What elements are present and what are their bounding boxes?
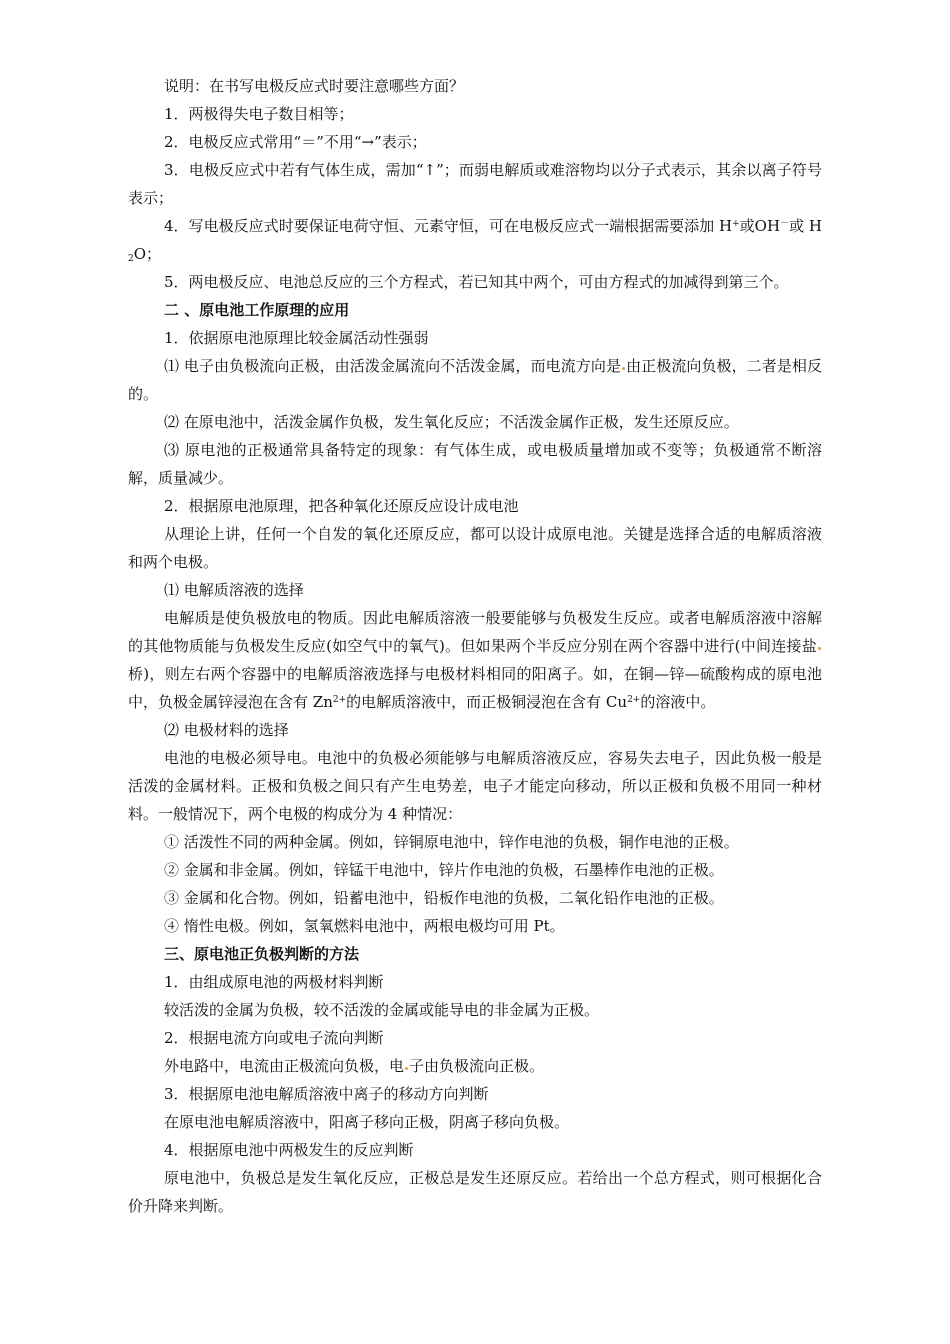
intro-item-3: 3．电极反应式中若有气体生成，需加“↑”；而弱电解质或难溶物均以分子式表示，其余以离子符号表示； [128, 161, 822, 207]
p1-part-a: ⑴ 电子由负极流向正极，由活泼金属流向不活泼金属，而电流方向是 [164, 357, 622, 375]
case-4: ④ 惰性电极。例如，氢氧燃料电池中，两根电极均可用 Pt。 [164, 917, 565, 935]
item4-sub-c: 2 [128, 254, 134, 264]
method-3-desc: 在原电池电解质溶液中，阳离子移向正极，阴离子移向负极。 [164, 1113, 570, 1131]
cu-charge: 2+ [627, 695, 641, 705]
elec-part-c: 的电解质溶液中，而正极铜浸泡在含有 Cu [346, 693, 628, 711]
section2-heading: 二 、原电池工作原理的应用 [164, 301, 350, 319]
case-1: ① 活泼性不同的两种金属。例如，锌铜原电池中，锌作电池的负极，铜作电池的正极。 [164, 833, 739, 851]
section2-material: 电池的电极必须导电。电池中的负极必须能够与电解质溶液反应，容易失去电子，因此负极一般是活泼的金属材料。正极和负极之间只有产生电势差，电子才能定向移动，所以正极和负极不用同一种材料。一般情况下，两个电极的构成分为 4 种情况： [128, 749, 822, 823]
method-3: 3．根据原电池电解质溶液中离子的移动方向判断 [164, 1085, 489, 1103]
intro-item-1: 1．两极得失电子数目相等； [164, 105, 354, 123]
zn-charge: 2+ [332, 695, 347, 705]
m2d-part-a: 外电路中，电流由正极流向负极，电 [164, 1057, 405, 1075]
m2d-part-b: 子由负极流向正极。 [409, 1057, 545, 1075]
intro-item-2: 2．电极反应式常用“＝”不用“→”表示； [164, 133, 427, 151]
item4-text-d: O； [133, 245, 162, 263]
section2-electrolyte [128, 604, 822, 716]
case-3: ③ 金属和化合物。例如，铅蓄电池中，铅板作电池的负极，二氧化铅作电池的正极。 [164, 889, 724, 907]
intro-item-5: 5．两电极反应、电池总反应的三个方程式，若已知其中两个，可由方程式的加减得到第三个。 [164, 273, 789, 291]
section3-heading: 三、原电池正负极判断的方法 [164, 945, 360, 963]
method-2: 2．根据电流方向或电子流向判断 [164, 1029, 384, 1047]
section2-p1 [128, 352, 822, 408]
mark-dot [405, 1067, 408, 1070]
elec-part-a: 电解质是使负极放电的物质。因此电解质溶液一般要能够与负极发生反应。或者电解质溶液中溶解的其他物质能与负极发生反应(如空气中的氧气)。但如果两个半反应分别在两个容器中进行(中间连接盐 [128, 609, 822, 655]
item4-text-a: 4．写电极反应式时要保证电荷守恒、元素守恒，可在电极反应式一端根据需要添加 H [164, 217, 733, 235]
method-4: 4．根据原电池中两极发生的反应判断 [164, 1141, 414, 1159]
method-1-desc: 较活泼的金属为负极，较不活泼的金属或能导电的非金属为正极。 [164, 1001, 600, 1019]
item4-text-b: 或OH [739, 217, 781, 235]
item4-sup-a: + [732, 219, 740, 229]
mark-dot [622, 367, 625, 370]
method-1: 1．由组成原电池的两极材料判断 [164, 973, 384, 991]
section2-choice2: ⑵ 电极材料的选择 [164, 721, 289, 739]
section2-p3: ⑶ 原电池的正极通常具备特定的现象：有气体生成，或电极质量增加或不变等；负极通常不断溶解，质量减少。 [128, 441, 822, 487]
elec-part-b: 桥)，则左右两个容器中的电解质溶液选择与电极材料相同的阳离子。如，在铜—锌—硫酸构成的原电池中，负极金属锌浸泡在含有 Zn [128, 665, 822, 711]
method-2-desc [128, 1052, 822, 1080]
p1-part-b: 由正极流向负极，二者是相反的。 [128, 357, 822, 403]
item4-sup-b: － [780, 219, 790, 229]
item4-text-c: 或 H [789, 217, 822, 235]
section2-choice1: ⑴ 电解质溶液的选择 [164, 581, 304, 599]
intro-item-4 [128, 212, 822, 268]
case-2: ② 金属和非金属。例如，锌锰干电池中，锌片作电池的负极，石墨棒作电池的正极。 [164, 861, 724, 879]
section2-sub2: 2．根据原电池原理，把各种氧化还原反应设计成电池 [164, 497, 519, 515]
section2-sub1: 1．依据原电池原理比较金属活动性强弱 [164, 329, 429, 347]
method-4-desc: 原电池中，负极总是发生氧化反应，正极总是发生还原反应。若给出一个总方程式，则可根据化合价升降来判断。 [128, 1169, 822, 1215]
intro-question: 说明：在书写电极反应式时要注意哪些方面？ [164, 77, 465, 95]
section2-p2: ⑵ 在原电池中，活泼金属作负极，发生氧化反应；不活泼金属作正极，发生还原反应。 [164, 413, 739, 431]
elec-part-d: 的溶液中。 [640, 693, 716, 711]
mark-dot [818, 647, 821, 650]
section2-theory: 从理论上讲，任何一个自发的氧化还原反应，都可以设计成原电池。关键是选择合适的电解质溶液和两个电极。 [128, 525, 822, 571]
